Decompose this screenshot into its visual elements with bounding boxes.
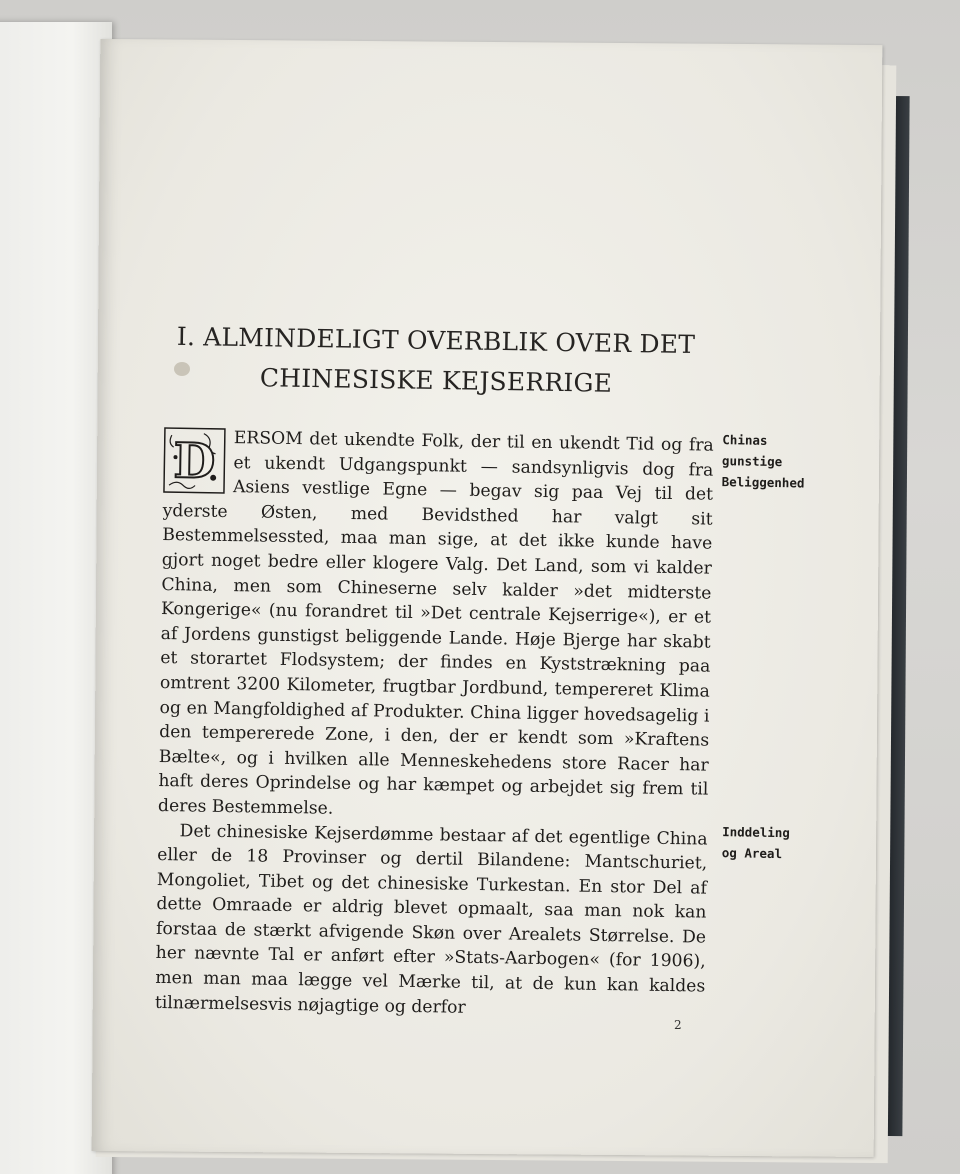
page-number: 2 [674,1018,682,1032]
paragraph-1: ERSOM det ukendte Folk, der til en ukendt Tid og fra et ukendt Udgangspunkt — sandsynligvis dog fra Asiens vestlige Egne — begav sig paa Vej til det yderste Østen, med Bevidsthed har valgt sit Bestemmelsessted, maa man sige, at det ikke kunde have gjort noget bedre eller klogere Valg. Det Land, som vi kalder China, men som Chineserne selv kalder »det midterste Kongerige« (nu forandret til »Det centrale Kejserrige«), er et af Jordens gunstigst beliggende Lande. Høje Bjerge har skabt et storartet Flodsystem; der findes en Kyststrækning paa omtrent 3200 Kilometer, frugtbar Jordbund, tempereret Klima og en Mangfoldighed af Produkter. China ligger hovedsagelig i den tempererede Zone, i den, der er kendt som »Kraftens Bælte«, og i hvilken alle Menneskehedens store Racer har haft deres Oprindelse og har kæmpet og arbejdet sig frem til deres Bestemmelse. [157,428,714,819]
margin-note-line: og Areal [721,845,783,862]
margin-note-line: Beliggenhed [721,474,805,491]
margin-note-location [722,429,833,494]
dropcap-ornament-icon [163,427,226,494]
margin-note-line: gunstige [721,453,783,470]
body-text [155,425,714,1024]
dropcap-letter: D [173,433,216,490]
ornamental-dropcap [163,427,226,494]
chapter-title-line-2: CHINESISKE KEJSERRIGE [259,363,613,398]
margin-note-division [722,821,833,865]
chapter-title-line-1: I. ALMINDELIGT OVERBLIK OVER DET [176,321,696,360]
margin-note-line: Chinas [722,432,768,448]
margin-note-line: Inddeling [722,824,791,841]
paragraph-2: Det chinesiske Kejserdømme bestaar af det egentlige China eller de 18 Provinser og dertil Bilandene: Mantschuriet, Mongoliet, Tibet og det chinesiske Turkestan. En stor Del af dette Omraade er aldrig blevet opmaalt, saa man nok kan forstaa de stærkt afvigende Skøn over Arealets Størrelse. De her nævnte Tal er anført efter »Stats-Aarbogen« (for 1906), men man maa lægge vel Mærke til, at de kun kan kaldes tilnærmelsesvis nøjagtige og derfor [154,820,708,1018]
